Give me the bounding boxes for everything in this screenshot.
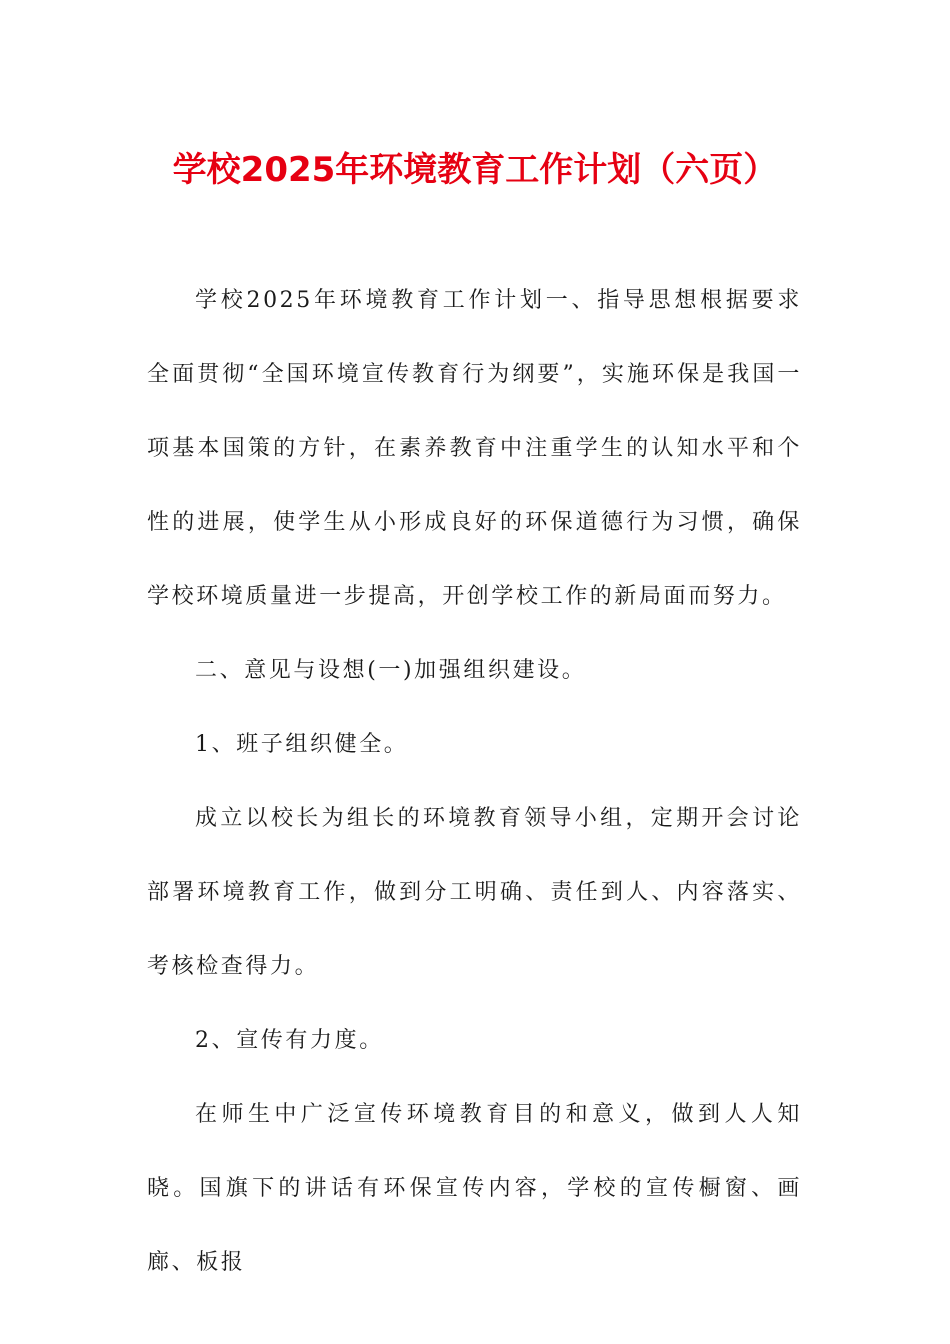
paragraph-guiding-thought: 学校2025年环境教育工作计划一、指导思想根据要求全面贯彻“全国环境宣传教育行为纲要”，实施环保是我国一项基本国策的方针，在素养教育中注重学生的认知水平和个性的进展，使学生从小形成良好的环保道德行为习惯，确保学校环境质量进一步提高，开创学校工作的新局面而努力。 — [147, 288, 802, 609]
paragraph-item-one-heading: 1、班子组织健全。 — [195, 732, 409, 757]
paragraph-leadership-group: 成立以校长为组长的环境教育领导小组，定期开会讨论部署环境教育工作，做到分工明确、责任到人、内容落实、考核检查得力。 — [147, 806, 802, 979]
document-body — [147, 264, 802, 1300]
document-title: 学校2025年环境教育工作计划（六页） — [172, 150, 778, 190]
paragraph-publicity: 在师生中广泛宣传环境教育目的和意义，做到人人知晓。国旗下的讲话有环保宣传内容，学校的宣传橱窗、画廊、板报 — [147, 1102, 802, 1275]
paragraph-item-two-heading: 2、宣传有力度。 — [195, 1028, 384, 1053]
paragraph-section-two-heading: 二、意见与设想(一)加强组织建设。 — [195, 658, 587, 683]
